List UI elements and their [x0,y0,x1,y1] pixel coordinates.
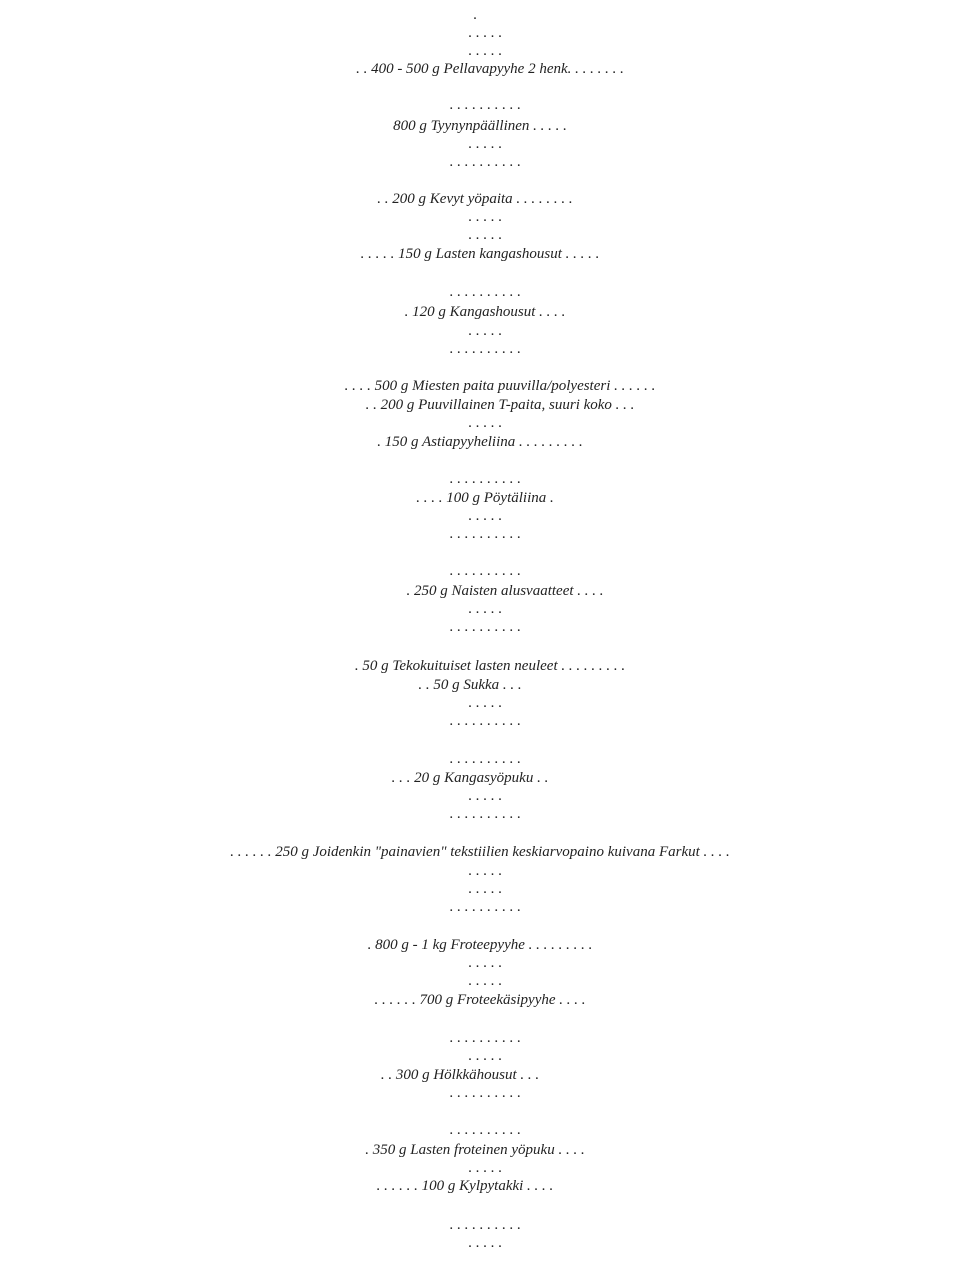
dot-leader-line: . . . . . . . . . . [449,806,521,822]
dot-leader-line: . . . . . [468,973,502,989]
dot-leader-line: . . . . . . . . . . [449,619,521,635]
list-item-text: . 120 g Kangashousut . . . . [404,304,566,320]
list-item-text: . . . . . . 700 g Froteekäsipyyhe . . . . [374,992,586,1008]
dot-leader-line: . . . . . . . . . . [449,526,521,542]
dot-leader-line: . . . . . [468,415,502,431]
dot-leader-line: . . . . . . . . . . [449,563,521,579]
dot-leader-line: . . . . . [468,1048,502,1064]
dot-leader-line: . . . . . . . . . . [449,899,521,915]
dot-leader-line: . [473,7,477,23]
list-item-text: . . . . 100 g Pöytäliina . [416,490,554,506]
list-item-text: . 150 g Astiapyyheliina . . . . . . . . . [377,434,583,450]
dot-leader-line: . . . . . . . . . . [449,1085,521,1101]
dot-leader-line: . . . . . [468,695,502,711]
list-item-text: . . . . . 150 g Lasten kangashousut . . . . . [360,246,600,262]
dot-leader-line: . . . . . . . . . . [449,751,521,767]
dot-leader-line: . . . . . . . . . . [449,1122,521,1138]
dot-leader-line: . . . . . [468,881,502,897]
list-item-text: . . . . 500 g Miesten paita puuvilla/polyesteri . . . . . . [344,378,656,394]
list-item-text: . 50 g Tekokuituiset lasten neuleet . . . . . . . . . [354,658,626,674]
list-item-text: . . 300 g Hölkkähousut . . . [380,1067,540,1083]
dot-leader-line: . . . . . . . . . . [449,1030,521,1046]
dot-leader-line: . . . . . [468,863,502,879]
list-item-text: . . 400 - 500 g Pellavapyyhe 2 henk. . . . . . . . [356,61,624,77]
list-item-text: . . . . . . 250 g Joidenkin "painavien" tekstiilien keskiarvopaino kuivana Farkut . . . . [230,844,730,860]
dot-leader-line: . . . . . [468,227,502,243]
dot-leader-line: . . . . . [468,1160,502,1176]
list-item-text: 800 g Tyynynpäällinen . . . . . [393,118,567,134]
list-item-text: . 250 g Naisten alusvaatteet . . . . [406,583,604,599]
dot-leader-line: . . . . . . . . . . [449,1217,521,1233]
dot-leader-line: . . . . . [468,1235,502,1251]
dot-leader-line: . . . . . [468,136,502,152]
dot-leader-line: . . . . . . . . . . [449,341,521,357]
dot-leader-line: . . . . . [468,323,502,339]
list-item-text: . 350 g Lasten froteinen yöpuku . . . . [365,1142,585,1158]
dot-leader-line: . . . . . [468,25,502,41]
dot-leader-line: . . . . . . . . . . [449,284,521,300]
dot-leader-line: . . . . . [468,955,502,971]
list-item-text: . . . 20 g Kangasyöpuku . . [391,770,549,786]
dot-leader-line: . . . . . [468,601,502,617]
dot-leader-line: . . . . . . . . . . [449,713,521,729]
dot-leader-line: . . . . . [468,43,502,59]
dot-leader-line: . . . . . . . . . . [449,154,521,170]
dot-leader-line: . . . . . . . . . . [449,471,521,487]
list-item-text: . . 200 g Kevyt yöpaita . . . . . . . . [377,191,573,207]
dot-leader-line: . . . . . [468,209,502,225]
list-item-text: . . 200 g Puuvillainen T-paita, suuri koko . . . [365,397,635,413]
list-item-text: . . 50 g Sukka . . . [418,677,522,693]
list-item-text: . 800 g - 1 kg Froteepyyhe . . . . . . . . . [367,937,593,953]
dot-leader-line: . . . . . . . . . . [449,97,521,113]
list-item-text: . . . . . . 100 g Kylpytakki . . . . [376,1178,554,1194]
dot-leader-line: . . . . . [468,508,502,524]
dot-leader-line: . . . . . [468,788,502,804]
